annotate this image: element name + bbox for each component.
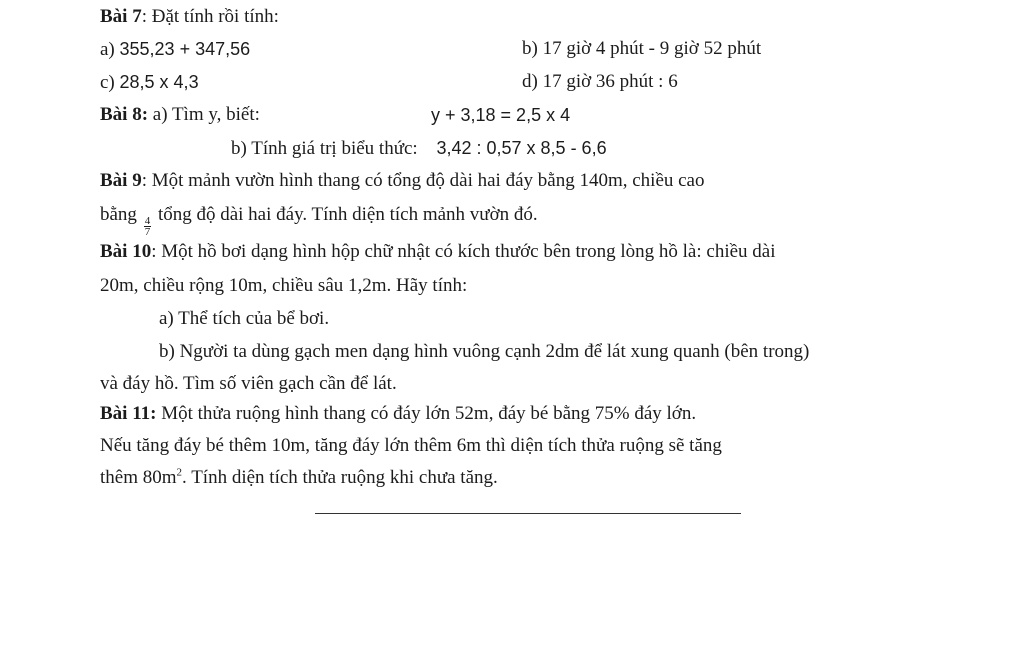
bai7-c-label: c): [100, 72, 115, 93]
bai11-text-3-pre: thêm: [100, 467, 143, 488]
bai8-a-text: a) Tìm y, biết:: [148, 104, 260, 125]
bai7-title: [100, 5, 279, 29]
bai10-part-a: a) Thể tích của bể bơi.: [159, 308, 330, 329]
bai10-heading: Bài 10: [100, 241, 152, 262]
bai7-a-label: a): [100, 39, 115, 60]
bai8-b-text: b) Tính giá trị biểu thức:: [231, 138, 418, 159]
bai9-heading: Bài 9: [100, 170, 142, 191]
bai11-text-1: Một thửa ruộng hình thang có đáy lớn 52m, đáy bé bằng 75% đáy lớn.: [156, 403, 697, 424]
bai9-text-1: : Một mảnh vườn hình thang có tổng độ dài hai đáy bằng 140m, chiều cao: [141, 170, 705, 191]
bai8-heading: Bài 8:: [100, 104, 149, 125]
fraction-numerator: 4: [144, 215, 151, 227]
bai11-line-3: [100, 466, 498, 490]
bai11-line-1: [100, 402, 696, 426]
bai8-part-a: [100, 103, 260, 127]
bai7-a-expression: 355,23 + 347,56: [119, 39, 251, 59]
fraction-four-sevenths: [144, 216, 152, 237]
area-exponent: 2: [176, 466, 183, 479]
bai8-a-equation: y + 3,18 = 2,5 x 4: [431, 105, 571, 125]
bai10-text-1: : Một hồ bơi dạng hình hộp chữ nhật có kích thước bên trong lòng hồ là: chiều dài: [151, 241, 776, 262]
bai7-heading: Bài 7: [100, 6, 142, 27]
bai7-part-b: b) 17 giờ 4 phút - 9 giờ 52 phút: [522, 38, 762, 59]
bai10-line-1: [100, 240, 776, 264]
bai7-instruction: : Đặt tính rồi tính:: [141, 6, 279, 27]
end-divider: [315, 513, 741, 514]
bai7-part-c: [100, 70, 199, 95]
bai9-text-2-pre: bằng: [100, 204, 137, 225]
fraction-denominator: 7: [144, 226, 151, 238]
bai10-part-b: b) Người ta dùng gạch men dạng hình vuông cạnh 2dm để lát xung quanh (bên trong): [159, 341, 810, 362]
bai9-line-1: [100, 169, 705, 193]
bai9-text-2-post: tổng độ dài hai đáy. Tính diện tích mảnh vườn đó.: [153, 204, 538, 225]
bai10-part-b-continued: và đáy hồ. Tìm số viên gạch cần để lát.: [100, 373, 397, 394]
bai7-part-a: [100, 37, 250, 62]
bai7-c-expression: 28,5 x 4,3: [119, 72, 199, 92]
bai11-heading: Bài 11:: [100, 403, 157, 424]
bai11-text-3-post: . Tính diện tích thửa ruộng khi chưa tăng.: [182, 467, 498, 488]
bai11-line-2: Nếu tăng đáy bé thêm 10m, tăng đáy lớn thêm 6m thì diện tích thửa ruộng sẽ tăng: [100, 435, 722, 456]
bai7-part-d: d) 17 giờ 36 phút : 6: [522, 71, 678, 92]
bai10-line-2: 20m, chiều rộng 10m, chiều sâu 1,2m. Hãy tính:: [100, 275, 468, 296]
bai8-part-b: [231, 136, 607, 161]
area-value: 80m: [142, 467, 177, 488]
bai9-line-2: [100, 203, 538, 237]
bai8-b-expression: 3,42 : 0,57 x 8,5 - 6,6: [436, 138, 607, 158]
